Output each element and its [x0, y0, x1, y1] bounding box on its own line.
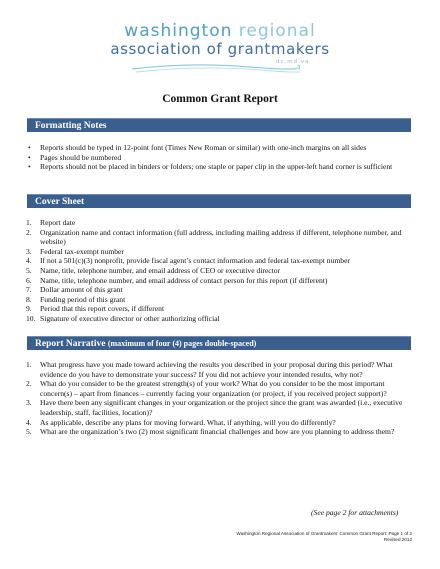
list-item-text: Dollar amount of this grant [40, 285, 123, 295]
list-item-text: Have there been any significant changes in your organization or the project since the grant was awarded (i.e., executive leadership, staff, facilities, location)? [40, 398, 403, 417]
list-item [26, 266, 416, 276]
list-item [26, 314, 416, 324]
list-item [26, 360, 416, 379]
list-item-text: If not a 501(c)(3) nonprofit, provide fiscal agent’s contact information and federal tax-exempt number [40, 256, 350, 266]
list-item [26, 295, 416, 305]
list-number: 3. [26, 398, 32, 408]
bullet-icon: • [28, 143, 31, 152]
list-number: 3. [26, 246, 32, 256]
list-number: 4. [26, 417, 32, 427]
bullet-icon: • [28, 162, 31, 172]
bullet-icon: • [28, 152, 31, 162]
list-item-text: What do you consider to be the greatest strength(s) of your work? What do you consider to be the most important concern(s) – apart from finances – currently facing your organization (or project, if you received project support)? [40, 379, 387, 398]
list-item-text: Period that this report covers, if different [40, 304, 165, 314]
list-item-text: Organization name and contact information (full address, including mailing address if different, telephone number, and website) [40, 227, 402, 247]
section-subheading: (maximum of four (4) pages double-spaced) [107, 339, 257, 348]
logo-word-washington: washington [124, 21, 233, 41]
list-item-text: What are the organization’s two (2) most significant financial challenges and how are you planning to address them? [40, 427, 395, 437]
logo-tagline: dc md va [276, 59, 310, 65]
list-item [26, 285, 416, 295]
list-item-text: Name, title, telephone number, and email address of contact person for this report (if different) [40, 275, 328, 285]
footer-page-info: Washington Regional Association of Grantmakers’ Common Grant Report: Page 1 of 2 [236, 531, 412, 536]
list-number: 2. [26, 227, 32, 237]
list-number: 6. [26, 275, 32, 285]
list-number: 4. [26, 256, 32, 266]
list-item [26, 256, 416, 266]
list-item [26, 418, 416, 428]
footer-revision: Revised 2012 [383, 537, 412, 542]
logo-word-regional: regional [238, 21, 316, 41]
section-heading: Formatting Notes [35, 121, 107, 131]
list-item-text: Signature of executive director or other authorizing official [40, 313, 220, 323]
attachments-note: (See page 2 for attachments) [311, 508, 399, 517]
list-item [26, 379, 416, 398]
list-item-text: Federal tax-exempt number [40, 246, 124, 256]
list-number: 5. [26, 427, 32, 437]
list-item-text: Pages should be numbered [40, 152, 122, 162]
list-number: 10. [26, 313, 36, 323]
section-header-formatting [27, 118, 411, 132]
list-number: 9. [26, 304, 32, 314]
list-item [26, 218, 416, 228]
list-item [26, 304, 416, 314]
page-footer [236, 531, 412, 543]
list-item-text: As applicable, describe any plans for moving forward. What, if anything, will you do differently? [40, 417, 336, 427]
list-item [26, 276, 416, 286]
list-number: 5. [26, 265, 32, 275]
list-item [26, 427, 416, 437]
list-item [26, 143, 416, 153]
list-item [26, 162, 416, 172]
list-item-text: Reports should not be placed in binders or folders; one staple or paper clip in the upper-left hand corner is sufficient [40, 162, 393, 172]
logo-line-1 [0, 22, 440, 40]
list-item [26, 398, 416, 417]
section-heading: Report Narrative [35, 339, 106, 349]
list-item-text: What progress have you made toward achieving the results you described in your proposal during this period? What evidence do you have to demonstrate your success? If you did not achieve your intended results, why not? [40, 360, 393, 379]
list-number: 1. [26, 360, 32, 369]
organization-logo [0, 22, 440, 58]
logo-swoosh-icon [130, 60, 300, 74]
section-header-report-narrative [27, 336, 411, 350]
list-number: 1. [26, 218, 32, 227]
list-item-text: Report date [40, 218, 76, 227]
list-item [26, 153, 416, 163]
cover-sheet-list [26, 218, 416, 324]
document-title: Common Grant Report [162, 93, 278, 105]
section-header-cover-sheet [27, 194, 411, 208]
list-number: 7. [26, 285, 32, 295]
report-narrative-list [26, 360, 416, 437]
list-item-text: Name, title, telephone number, and email address of CEO or executive director [40, 265, 281, 275]
section-heading: Cover Sheet [35, 197, 85, 207]
logo-line-2: association of grantmakers [110, 40, 330, 58]
list-item [26, 247, 416, 257]
list-number: 8. [26, 294, 32, 304]
formatting-notes-list [26, 143, 416, 172]
list-item-text: Funding period of this grant [40, 294, 126, 304]
list-item-text: Reports should be typed in 12-point font (Times New Roman or similar) with one-inch margins on all sides [40, 143, 367, 152]
list-item [26, 228, 416, 247]
list-number: 2. [26, 379, 32, 389]
